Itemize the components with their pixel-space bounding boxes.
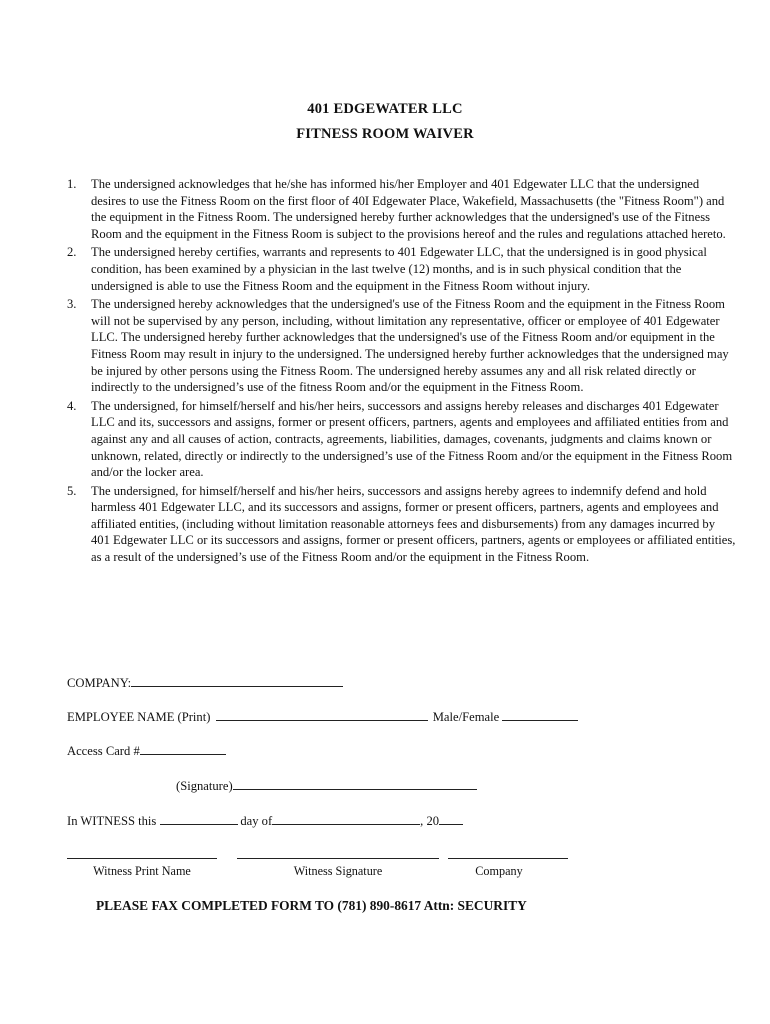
witness-signature-label: Witness Signature [293, 864, 383, 878]
clause-4 [67, 398, 737, 481]
employee-name-blank[interactable] [216, 708, 428, 721]
clause-number: 1. [67, 177, 77, 191]
access-card-blank[interactable] [140, 742, 226, 755]
employee-field-row [67, 708, 578, 725]
witness-day-label: day of [240, 814, 273, 828]
company-label-bottom: Company [475, 864, 523, 878]
witness-date-row [67, 812, 463, 829]
company-blank[interactable] [131, 674, 343, 687]
access-card-field-row [67, 742, 226, 759]
witness-print-name-label: Witness Print Name [93, 864, 191, 878]
gender-blank[interactable] [502, 708, 578, 721]
clause-number: 5. [67, 483, 77, 498]
witness-month-blank[interactable] [272, 812, 420, 825]
fax-instruction: PLEASE FAX COMPLETED FORM TO (781) 890-8617 Attn: SECURITY [96, 898, 527, 913]
gender-label: Male/Female [432, 710, 500, 724]
company-label: COMPANY: [67, 676, 132, 690]
witness-day-blank[interactable] [160, 812, 238, 825]
clause-text: The undersigned, for himself/herself and his/her heirs, successors and assigns hereby agrees to indemnify defend and hold harmless 401 Edgewater LLC, and its successors and assigns, former or present officers, partners, agents and employees and affiliated entities, (including without limitation reasonable attorneys fees and disbursements) from any damages incurred by 401 Edgewater LLC or its successors and assigns, former or present officers, partners, agents or employees or affiliated entities, as a result of the undersigned’s use of the Fitness Room and/or the equipment in the Fitness Room. [91, 483, 736, 565]
clause-text: The undersigned, for himself/herself and his/her heirs, successors and assigns hereby releases and discharges 401 Edgewater LLC and its, successors and assigns, former or present officers, partners, agents and employees and affiliated entities from and against any and all causes of action, contracts, agreements, liabilities, damages, covenants, judgments and claims known or unknown, related, directly or indirectly to the undersigned’s use of the Fitness Room and/or the equipment in the Fitness Room and/or the locker area. [91, 398, 733, 480]
clause-2 [67, 244, 737, 294]
clause-number: 3. [67, 297, 77, 312]
clause-number: 2. [67, 245, 77, 260]
company-signature-line[interactable] [448, 858, 568, 859]
clause-list [67, 176, 737, 566]
clause-1 [67, 176, 737, 242]
company-field-row [67, 674, 343, 691]
company-heading: 401 EDGEWATER LLC [307, 101, 463, 117]
signature-blank[interactable] [233, 777, 477, 790]
witness-prefix: In WITNESS this [67, 814, 157, 828]
witness-year-prefix: , 20 [420, 814, 440, 828]
clause-number: 4. [67, 398, 77, 413]
clause-text: The undersigned hereby certifies, warrants and represents to 401 Edgewater LLC, that the undersigned is in good physical condition, has been examined by a physician in the last twelve (12) months, and is in such physical condition that the undersigned is able to use the Fitness Room and the equipment in the Fitness Room without injury. [91, 245, 707, 293]
witness-year-blank[interactable] [439, 812, 463, 825]
form-title: FITNESS ROOM WAIVER [296, 126, 474, 142]
access-card-label: Access Card # [67, 744, 140, 758]
witness-signature-line[interactable] [237, 858, 439, 859]
clause-text: The undersigned acknowledges that he/she has informed his/her Employer and 401 Edgewater LLC that the undersigned desires to use the Fitness Room on the first floor of 40I Edgewater Place, Wakefield, Massachusetts (the "Fitness Room") and the equipment in the Fitness Room. The undersigned hereby further acknowledges that the undersigned's use of the Fitness Room and the equipment in the Fitness Room is subject to the provisions hereof and the rules and regulations attached hereto. [91, 177, 726, 241]
clause-text: The undersigned hereby acknowledges that the undersigned's use of the Fitness Room and the equipment in the Fitness Room will not be supervised by any person, including, without limitation any representative, officer or employee of 401 Edgewater LLC. The undersigned hereby further acknowledges that the undersigned's use of the Fitness Room and/or equipment in the Fitness Room may result in injury to the undersigned. The undersigned hereby further acknowledges that the undersigned may be injured by other persons using the Fitness Room. The undersigned hereby assumes any and all risk related directly or indirectly to the undersigned’s use of the fitness Room and/or the equipment in the Fitness Room. [91, 297, 729, 395]
signature-label: (Signature) [176, 779, 233, 793]
clause-3 [67, 296, 737, 396]
employee-name-label: EMPLOYEE NAME (Print) [67, 710, 211, 724]
signature-field-row [176, 777, 477, 794]
clause-5 [67, 483, 737, 566]
witness-print-name-line[interactable] [67, 858, 217, 859]
